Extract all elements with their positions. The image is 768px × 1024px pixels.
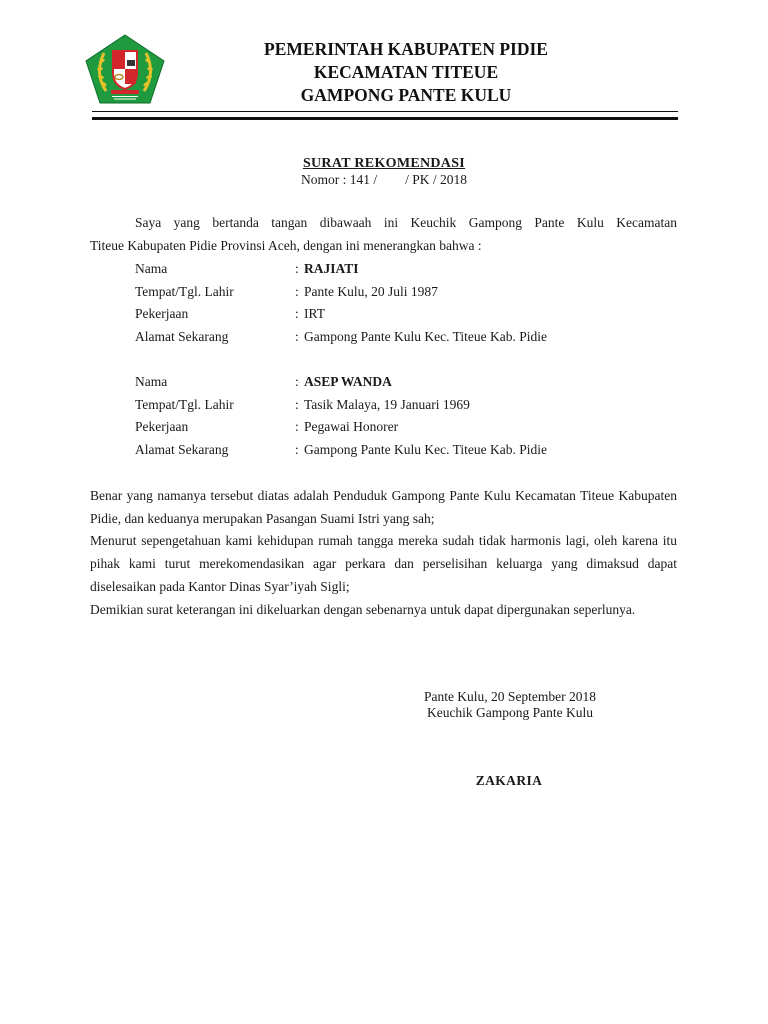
closing-paragraphs	[90, 485, 677, 621]
document-number-suffix: / PK / 2018	[405, 172, 467, 187]
field-value-birth: Pante Kulu, 20 Juli 1987	[304, 283, 438, 299]
document-number-prefix: Nomor : 141 /	[300, 172, 378, 187]
letterhead-divider-thick	[92, 117, 678, 120]
intro-paragraph	[90, 212, 677, 257]
signature-position: Keuchik Gampong Pante Kulu	[426, 705, 594, 720]
field-value-occupation: IRT	[304, 306, 325, 322]
document-number	[0, 172, 768, 188]
field-label: Pekerjaan	[135, 419, 189, 435]
identity-row-address	[135, 326, 655, 349]
letterhead-district: KECAMATAN TITEUE	[313, 62, 499, 82]
field-colon: :	[295, 283, 299, 299]
intro-line-1: Saya yang bertanda tangan dibawaah ini Keuchik Gampong Pante Kulu Kecamatan	[135, 215, 677, 230]
letterhead	[180, 38, 632, 107]
field-colon: :	[295, 442, 299, 458]
identity-block-husband	[135, 371, 655, 462]
field-colon: :	[295, 396, 299, 412]
field-colon: :	[295, 374, 299, 389]
field-colon: :	[295, 419, 299, 435]
signature-place-date: Pante Kulu, 20 September 2018	[423, 689, 597, 704]
field-value-address: Gampong Pante Kulu Kec. Titeue Kab. Pidie	[304, 329, 547, 345]
field-label: Alamat Sekarang	[135, 329, 229, 345]
field-value-birth: Tasik Malaya, 19 Januari 1969	[304, 396, 470, 412]
identity-block-wife	[135, 258, 655, 349]
identity-row-name	[135, 258, 655, 281]
field-label: Pekerjaan	[135, 306, 189, 322]
field-value-address: Gampong Pante Kulu Kec. Titeue Kab. Pidie	[304, 442, 547, 458]
field-label: Alamat Sekarang	[135, 442, 229, 458]
closing-statement: Demikian surat keterangan ini dikeluarkan dengan sebenarnya untuk dapat dipergunakan seperlunya.	[90, 601, 636, 617]
letterhead-village: GAMPONG PANTE KULU	[300, 85, 512, 105]
identity-row-birth	[135, 394, 655, 417]
field-value-name: RAJIATI	[304, 261, 359, 276]
document-title: SURAT REKOMENDASI	[302, 156, 466, 171]
letterhead-government: PEMERINTAH KABUPATEN PIDIE	[264, 39, 548, 59]
recommendation-statement: Menurut sepengetahuan kami kehidupan rumah tangga mereka sudah tidak harmonis lagi, oleh karena itu pihak kami turut merekomendasikan agar perkara dan perselisihan keluarga yang dimaksud dapat diselesaikan pada Kantor Dinas Syar’iyah Sigli;	[90, 533, 677, 594]
intro-line-2: Titeue Kabupaten Pidie Provinsi Aceh, dengan ini menerangkan bahwa :	[90, 237, 482, 253]
identity-row-birth	[135, 281, 655, 304]
field-label: Nama	[135, 374, 168, 389]
field-colon: :	[295, 306, 299, 322]
letterhead-divider-thin	[92, 111, 678, 112]
identity-row-name	[135, 371, 655, 394]
field-label: Nama	[135, 261, 168, 276]
identity-row-address	[135, 439, 655, 462]
identity-row-occupation	[135, 303, 655, 326]
pidie-regency-emblem-icon	[84, 33, 166, 105]
field-label: Tempat/Tgl. Lahir	[135, 283, 234, 299]
signer-name: ZAKARIA	[475, 773, 543, 788]
field-value-occupation: Pegawai Honorer	[304, 419, 399, 435]
field-value-name: ASEP WANDA	[304, 374, 392, 389]
field-label: Tempat/Tgl. Lahir	[135, 396, 234, 412]
field-colon: :	[295, 329, 299, 345]
identity-row-occupation	[135, 416, 655, 439]
residency-statement: Benar yang namanya tersebut diatas adalah Penduduk Gampong Pante Kulu Kecamatan Titeue Kabupaten Pidie, dan keduanya merupakan Pasangan Suami Istri yang sah;	[90, 488, 677, 526]
signature-block	[380, 689, 640, 721]
document-title-block	[0, 154, 768, 188]
field-colon: :	[295, 261, 299, 276]
